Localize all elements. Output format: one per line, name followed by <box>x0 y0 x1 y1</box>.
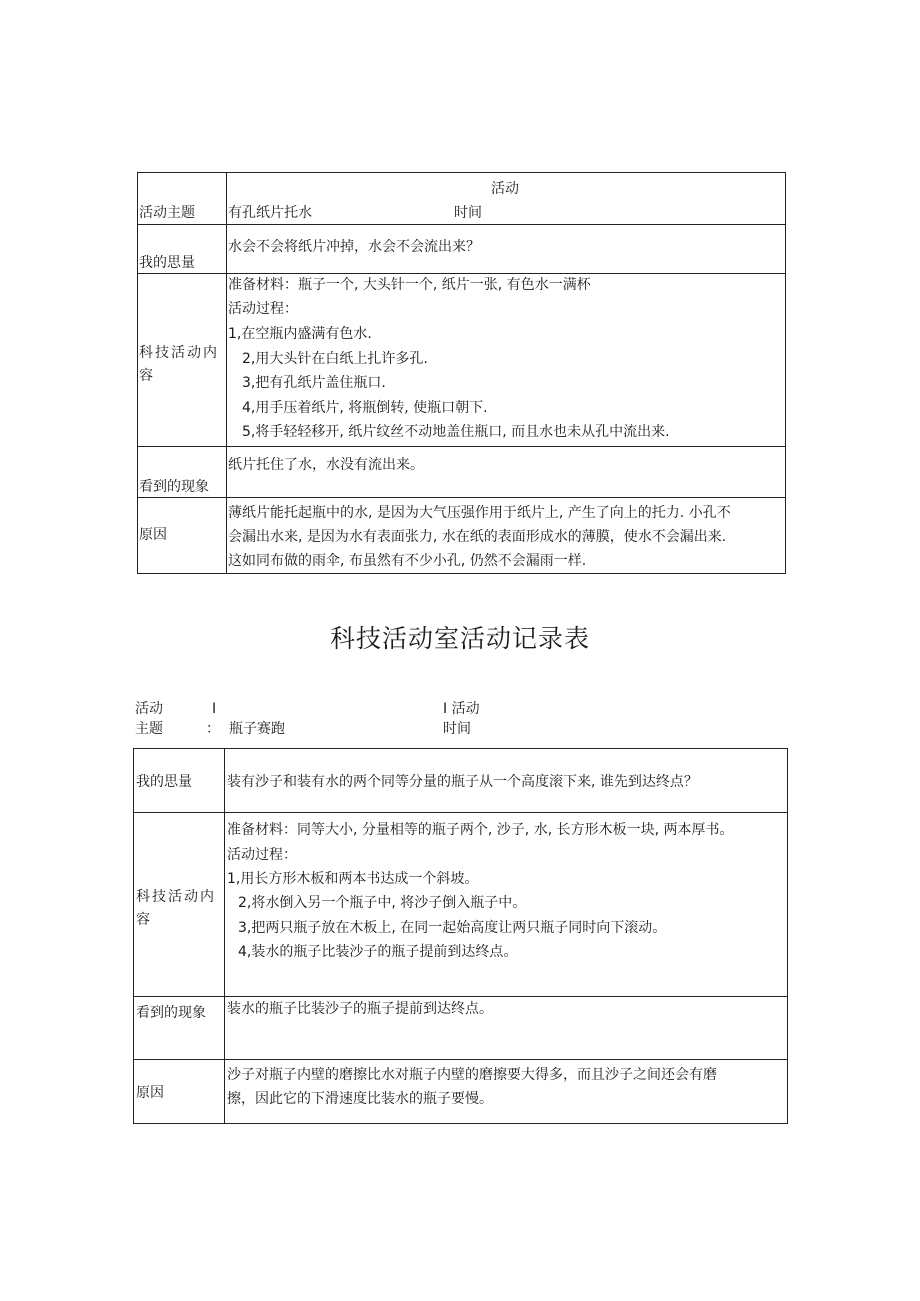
table-2-row-divider <box>133 996 788 997</box>
content-line: 4,用手压着纸片, 将瓶倒转, 使瓶口朝下. <box>242 400 488 416</box>
content-line: 活动过程： <box>227 847 297 863</box>
time-label-line1: I 活动 <box>443 701 480 717</box>
table-1-row-divider <box>137 273 786 274</box>
time-label-line2: 时间 <box>443 721 471 737</box>
thinking-value: 水会不会将纸片冲掉，水会不会流出来？ <box>228 239 480 255</box>
content-line: 准备材料：同等大小, 分量相等的瓶子两个, 沙子, 水, 长方形木板一块, 两本厚书。 <box>227 822 734 838</box>
content-line: 准备材料：瓶子一个, 大头针一个, 纸片一张, 有色水一满杯 <box>228 277 591 293</box>
content-line: 3,把有孔纸片盖住瓶口. <box>242 375 386 391</box>
topic-value: 瓶子赛跑 <box>229 721 285 737</box>
reason-label: 原因 <box>136 1085 164 1101</box>
table-1-column-divider <box>226 172 227 574</box>
phenomenon-label: 看到的现象 <box>139 479 209 495</box>
content-label-line2: 容 <box>139 368 153 384</box>
topic-label: 活动主题 <box>139 205 195 221</box>
content-label-line1: 科技活动内 <box>136 889 216 905</box>
content-line: 4,装水的瓶子比装沙子的瓶子提前到达终点。 <box>238 944 518 960</box>
reason-line: 薄纸片能托起瓶中的水, 是因为大气压强作用于纸片上, 产生了向上的托力. 小孔不 <box>228 505 731 521</box>
page-title: 科技活动室活动记录表 <box>330 624 591 653</box>
content-line: 1,用长方形木板和两本书达成一个斜坡。 <box>227 871 479 887</box>
content-line: 2,将水倒入另一个瓶子中, 将沙子倒入瓶子中。 <box>238 895 527 911</box>
phenomenon-label: 看到的现象 <box>136 1005 206 1021</box>
reason-label: 原因 <box>139 527 167 543</box>
table-2-row-divider <box>133 1059 788 1060</box>
topic-label-line1: 活动 <box>135 701 163 717</box>
content-line: 3,把两只瓶子放在木板上, 在同一起始高度让两只瓶子同时向下滚动。 <box>238 920 667 936</box>
content-line: 2,用大头针在白纸上扎许多孔. <box>242 351 428 367</box>
table-1-row-divider <box>137 224 786 225</box>
phenomenon-value: 装水的瓶子比装沙子的瓶子提前到达终点。 <box>227 1001 493 1017</box>
table-2-column-divider <box>224 748 225 1124</box>
reason-line: 会漏出水来, 是因为水有表面张力, 水在纸的表面形成水的薄膜，使水不会漏出来. <box>228 529 727 545</box>
phenomenon-value: 纸片托住了水，水没有流出来。 <box>228 457 424 473</box>
reason-line: 这如同布做的雨伞, 布虽然有不少小孔, 仍然不会漏雨一样. <box>228 553 587 569</box>
topic-label-line2: 主题 <box>135 721 163 737</box>
topic-value: 有孔纸片托水 <box>228 205 312 221</box>
time-label-line1: 活动 <box>491 181 519 197</box>
table-1-row-divider <box>137 446 786 447</box>
content-line: 活动过程： <box>228 301 298 317</box>
topic-colon: ： <box>206 721 220 737</box>
reason-line: 沙子对瓶子内壁的磨擦比水对瓶子内壁的磨擦要大得多，而且沙子之间还会有磨 <box>227 1067 717 1083</box>
thinking-value: 装有沙子和装有水的两个同等分量的瓶子从一个高度滚下来, 谁先到达终点？ <box>227 774 698 790</box>
time-label-line2: 时间 <box>454 205 482 221</box>
content-line: 1,在空瓶内盛满有色水. <box>228 326 372 342</box>
content-label-line2: 容 <box>136 912 150 928</box>
table-2-row-divider <box>133 812 788 813</box>
thinking-label: 我的思量 <box>139 255 195 271</box>
table-1-row-divider <box>137 497 786 498</box>
topic-separator-mark: I <box>212 701 217 717</box>
thinking-label: 我的思量 <box>136 774 192 790</box>
reason-line: 擦，因此它的下滑速度比装水的瓶子要慢。 <box>227 1091 493 1107</box>
content-label-line1: 科技活动内 <box>139 345 219 361</box>
content-line: 5,将手轻轻移开, 纸片纹丝不动地盖住瓶口, 而且水也未从孔中流出来. <box>242 424 670 440</box>
